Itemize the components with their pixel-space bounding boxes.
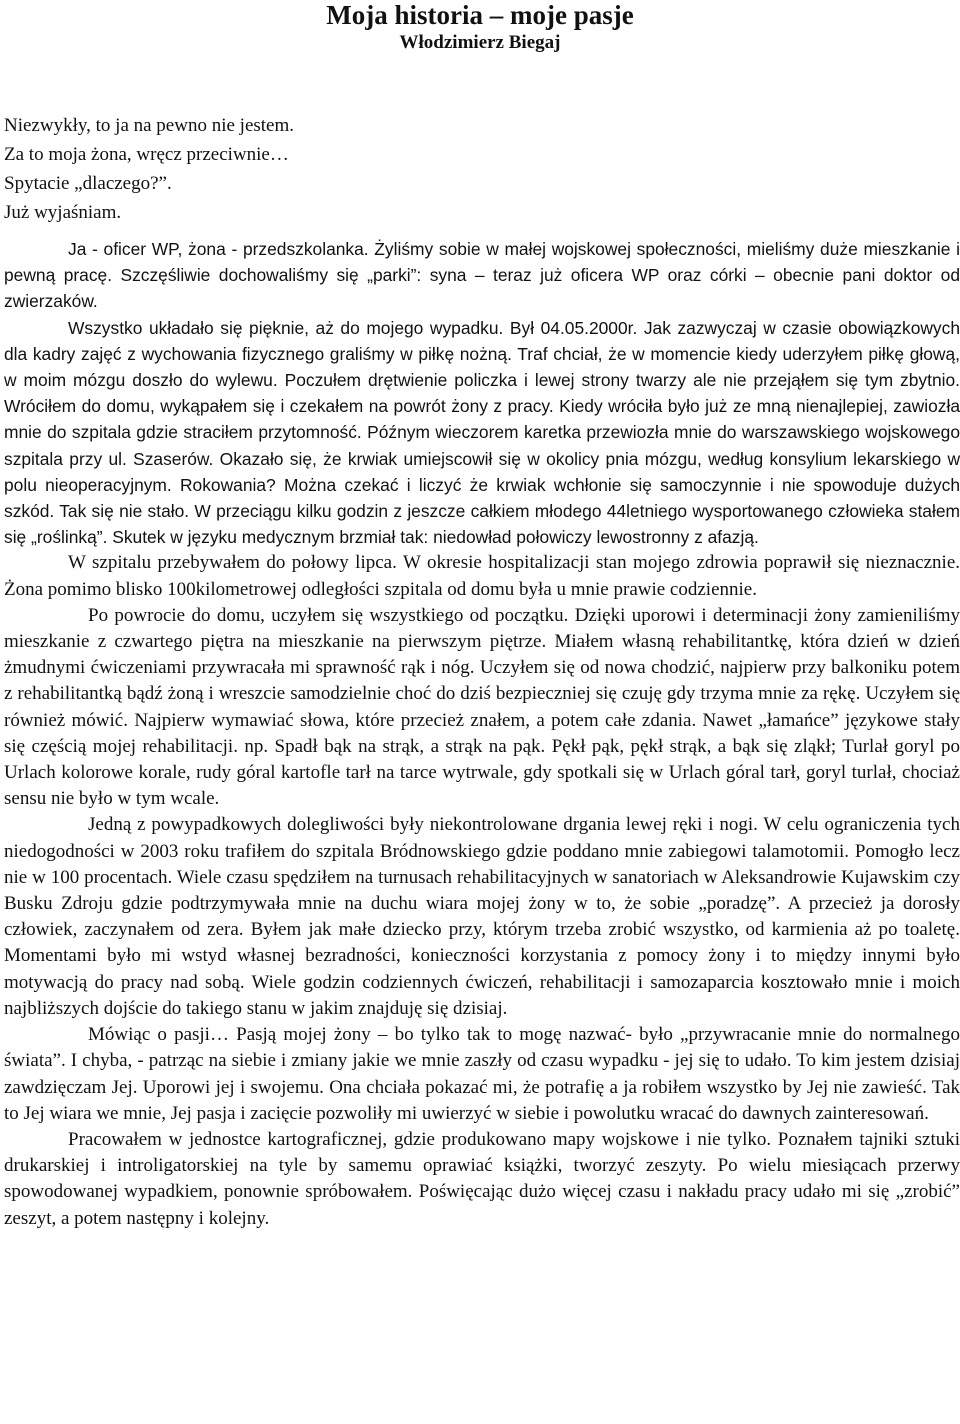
- document-title: Moja historia – moje pasje: [326, 0, 634, 30]
- paragraph: Wszystko układało się pięknie, aż do mojego wypadku. Był 04.05.2000r. Jak zazwyczaj w czasie obowiązkowych dla kadry zajęć z wychowania fizycznego graliśmy w piłkę nożną. Traf chciał, że w momencie kiedy uderzyłem piłkę głową, w moim mózgu doszło do wylewu. Poczułem drętwienie policzka i lewej strony twarzy ale nie przejąłem się tym zbytnio. Wróciłem do domu, wykąpałem się i czekałem na powrót żony z pracy. Kiedy wróciła było już ze mną nienajlepiej, zawiozła mnie do szpitala gdzie straciłem przytomność. Późnym wieczorem karetka przewiozła mnie do warszawskiego wojskowego szpitala przy ul. Szaserów. Okazało się, że krwiak umiejscowił się w okolicy pnia mózgu, według konsylium lekarskiego w polu nieoperacyjnym. Rokowania? Można czekać i liczyć że krwiak wchłonie się samoczynnie i nie spowoduje dużych szkód. Tak się nie stało. W przeciągu kilku godzin z jeszcze całkiem młodego 44letniego wysportowanego człowieka stałem się „roślinką”. Skutek w języku medycznym brzmiał tak: niedowład połowiczy lewostronny z afazją.: [4, 317, 960, 548]
- paragraph: W szpitalu przebywałem do połowy lipca. W okresie hospitalizacji stan mojego zdrowia poprawił się nieznacznie. Żona pomimo blisko 100kilometrowej odległości szpitala od domu była u mnie prawie codziennie.: [4, 552, 960, 600]
- intro-line: Już wyjaśniam.: [4, 202, 122, 223]
- paragraph: Jedną z powypadkowych dolegliwości były niekontrolowane drgania lewej ręki i nogi. W celu ograniczenia tych niedogodności w 2003 roku trafiłem do szpitala Bródnowskiego gdzie poddano mnie zabiegowi talamotomii. Pomogło lecz nie w 100 procentach. Wiele czasu spędziłem na turnusach rehabilitacyjnych w sanatoriach w Aleksandrowie Kujawskim czy Busku Zdroju gdzie podtrzymywała mnie na duchu wiara mojej żony w to, że sobie „poradzę”. A przecież ja dorosły człowiek, zaczynałem od zera. Byłem jak małe dziecko przy, którym trzeba zrobić wszystko, od karmienia aż po toaletę. Momentami było mi wstyd własnej bezradności, konieczności korzystania z pomocy żony i to między innymi było motywacją do pracy nad sobą. Wiele godzin codziennych ćwiczeń, rehabilitacji i samozaparcia kosztowało mnie i moich najbliższych dojście do takiego stanu w jakim znajduję się dzisiaj.: [4, 814, 960, 1019]
- intro-line: Niezwykły, to ja na pewno nie jestem.: [4, 115, 295, 136]
- intro-line: Za to moja żona, wręcz przeciwnie…: [4, 144, 289, 165]
- paragraph: Po powrocie do domu, uczyłem się wszystkiego od początku. Dzięki uporowi i determinacji żony zamieniliśmy mieszkanie z czwartego piętra na mieszkanie na pierwszym piętrze. Miałem własną rehabilitantkę, która dzień w dzień żmudnymi ćwiczeniami przywracała mi sprawność rąk i nóg. Uczyłem się od nowa chodzić, najpierw przy balkoniku potem z rehabilitantką bądź żoną i wreszcie samodzielnie choć do dziś bezpieczniej się czuję gdy trzyma mnie za rękę. Uczyłem się również mówić. Najpierw wymawiać słowa, które przecież znałem, a potem całe zdania. Nawet „łamańce” językowe stały się częścią mojej rehabilitacji. np. Spadł bąk na strąk, a strąk na pąk. Pękł pąk, pękł strąk, a bąk się zląkł; Turlał goryl po Urlach kolorowe korale, rudy góral kartofle tarł na tarce wytrwale, gdy spotkali się w Urlach góral tarł, goryl turlał, chociaż sensu nie było w tym wcale.: [4, 604, 960, 810]
- intro-block: [4, 111, 956, 227]
- document-body: [4, 236, 960, 1232]
- paragraph: Mówiąc o pasji… Pasją mojej żony – bo tylko tak to mogę nazwać- było „przywracanie mnie do normalnego świata”. I chyba, - patrząc na siebie i zmiany jakie we mnie zaszły od czasu wypadku - jej się to udało. To kim jestem dzisiaj zawdzięczam Jej. Uporowi jej i swojemu. Ona chciała pokazać mi, że potrafię a ja robiłem wszystko by Jej nie zawieść. Tak to Jej wiara we mnie, Jej pasja i zacięcie pozwoliły mi uwierzyć w siebie i powolutku wracać do dawnych zainteresowań.: [4, 1024, 960, 1124]
- paragraph: Ja - oficer WP, żona - przedszkolanka. Żyliśmy sobie w małej wojskowej społeczności, mieliśmy duże mieszkanie i pewną pracę. Szczęśliwie dochowaliśmy się „parki”: syna – teraz już oficera WP oraz córki – obecnie pani doktor od zwierzaków.: [4, 239, 960, 312]
- intro-line: Spytacie „dlaczego?”.: [4, 173, 172, 194]
- author-name: Włodzimierz Biegaj: [399, 32, 561, 53]
- paragraph: Pracowałem w jednostce kartograficznej, gdzie produkowano mapy wojskowe i nie tylko. Poznałem tajniki sztuki drukarskiej i introligatorskiej na tyle by samemu oprawiać książki, tworzyć zeszyty. Po wielu miesiącach przerwy spowodowanej wypadkiem, ponownie spróbowałem. Poświęcając dużo więcej czasu i nakładu pracy udało mi się „zrobić” zeszyt, a potem następny i kolejny.: [4, 1128, 960, 1229]
